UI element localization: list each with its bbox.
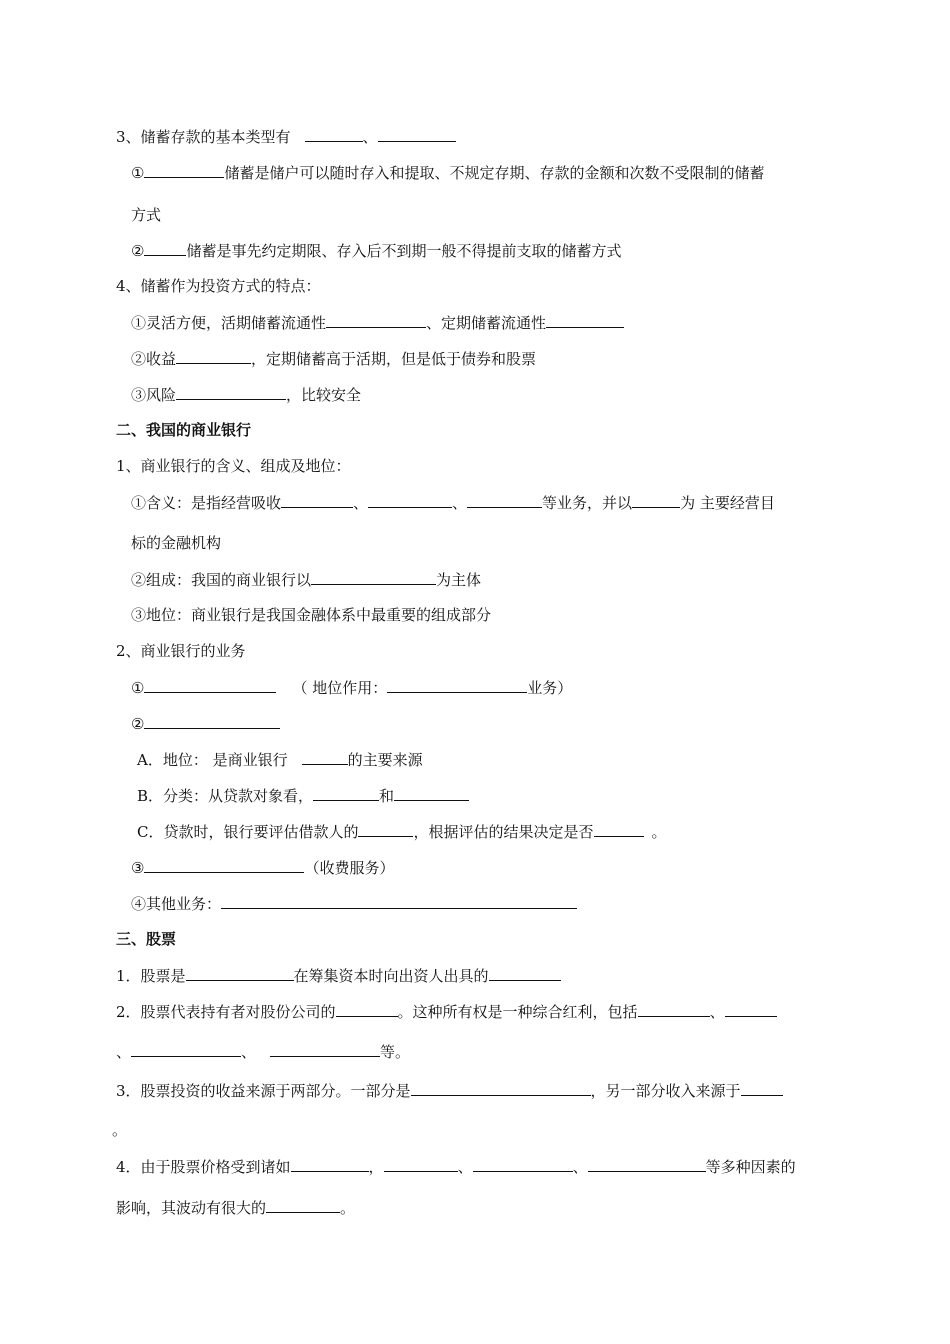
blank-input[interactable] [638, 1001, 710, 1017]
sep: 、 [709, 1003, 725, 1021]
blank-input[interactable] [311, 569, 436, 585]
s3-q4-cont-a: 影响，其波动有很大的 [116, 1199, 267, 1217]
s2-q2-C-c: 。 [651, 823, 667, 841]
s2-q2-1-a: （ 地位作用： [292, 679, 388, 697]
blank-input[interactable] [725, 1001, 777, 1017]
blank-input[interactable] [546, 312, 624, 328]
blank-input[interactable] [741, 1080, 783, 1096]
blank-input[interactable] [378, 126, 456, 142]
blank-input[interactable] [336, 1001, 398, 1017]
s2-q1-1-cont: 标的金融机构 [131, 534, 222, 552]
q4-line: 4、储蓄作为投资方式的特点： [116, 277, 321, 295]
blank-input[interactable] [368, 492, 452, 508]
s2-q2-3-marker: ③ [131, 859, 145, 877]
s2-q2-2-marker: ② [131, 715, 145, 733]
q4-2-line [131, 348, 536, 369]
blank-input[interactable] [144, 857, 304, 873]
s2-q1-1-b: 等业务，并以 [542, 494, 633, 512]
q3-2-text: 储蓄是事先约定期限、存入后不到期一般不得提前支取的储蓄方式 [186, 242, 622, 260]
blank-input[interactable] [270, 1041, 380, 1057]
blank-input[interactable] [291, 1156, 369, 1172]
q4-3-a: ③风险 [131, 386, 177, 404]
blank-input[interactable] [632, 492, 680, 508]
section-2-heading: 二、我国的商业银行 [116, 421, 252, 439]
s2-q1-1-line [131, 492, 775, 513]
s2-q2-B-a: B．分类：从贷款对象看， [137, 787, 314, 805]
blank-input[interactable] [326, 312, 426, 328]
blank-input[interactable] [266, 1197, 340, 1213]
s3-q4-b: ， [368, 1158, 384, 1176]
s3-q3-cont: 。 [112, 1121, 128, 1139]
section-3-heading: 三、股票 [116, 930, 177, 948]
blank-input[interactable] [281, 492, 353, 508]
blank-input[interactable] [489, 965, 561, 981]
s2-q2-A-line [137, 749, 423, 770]
q4-1-a: ①灵活方便，活期储蓄流通性 [131, 314, 327, 332]
s2-q1-2-line [131, 569, 481, 590]
q4-3-b: ，比较安全 [286, 386, 362, 404]
sep: 、 [572, 1158, 588, 1176]
q3-1-line [131, 162, 764, 183]
blank-input[interactable] [387, 677, 527, 693]
sep: 、 [452, 494, 468, 512]
s3-q2-cont [116, 1041, 410, 1062]
s3-q1-a: 1．股票是 [116, 967, 186, 985]
blank-input[interactable] [305, 126, 363, 142]
q3-sep: 、 [362, 128, 378, 146]
s2-q2-B-b: 和 [379, 787, 395, 805]
blank-input[interactable] [594, 821, 644, 837]
sep: 、 [353, 494, 369, 512]
blank-input[interactable] [186, 965, 294, 981]
s2-q2-1-marker: ① [131, 679, 145, 697]
s2-q1-2-a: ②组成：我国的商业银行以 [131, 571, 312, 589]
q4-2-a: ②收益 [131, 350, 177, 368]
blank-input[interactable] [313, 785, 379, 801]
s2-q2-2-line [131, 713, 280, 734]
blank-input[interactable] [473, 1156, 573, 1172]
blank-input[interactable] [144, 677, 276, 693]
s2-q1-3-line: ③地位：商业银行是我国金融体系中最重要的组成部分 [131, 606, 492, 624]
s2-q2-3-b: （收费服务） [304, 859, 395, 877]
q3-1-text: 储蓄是储户可以随时存入和提取、不规定存期、存款的金额和次数不受限制的储蓄 [224, 164, 765, 182]
s3-q4-cont-b: 。 [340, 1199, 356, 1217]
blank-input[interactable] [176, 384, 286, 400]
s3-q2-cont-c: 等。 [380, 1043, 411, 1061]
s3-q1-b: 在筹集资本时向出资人出具的 [293, 967, 489, 985]
s2-q2-line: 2、商业银行的业务 [116, 642, 246, 660]
blank-input[interactable] [131, 1041, 241, 1057]
q3-2-marker: ② [131, 242, 145, 260]
q4-3-line [131, 384, 361, 405]
blank-input[interactable] [467, 492, 542, 508]
s3-q1-line [116, 965, 561, 986]
s3-q4-line [116, 1156, 796, 1177]
s3-q4-a: 4．由于股票价格受到诸如 [116, 1158, 291, 1176]
blank-input[interactable] [144, 162, 224, 178]
q4-2-b: ，定期储蓄高于活期，但是低于债券和股票 [251, 350, 537, 368]
s2-q2-4-line [131, 893, 577, 914]
s2-q1-2-b: 为主体 [436, 571, 482, 589]
blank-input[interactable] [411, 1080, 591, 1096]
s3-q2-cont-a: 、 [116, 1043, 132, 1061]
q3-label: 3、储蓄存款的基本类型有 [116, 128, 291, 146]
s3-q4-cont [116, 1197, 355, 1218]
s3-q3-a: 3．股票投资的收益来源于两部分。一部分是 [116, 1082, 411, 1100]
s3-q3-b: ，另一部分收入来源于 [590, 1082, 741, 1100]
blank-input[interactable] [384, 1156, 458, 1172]
s2-q2-C-b: ，根据评估的结果决定是否 [413, 823, 594, 841]
s2-q1-1-c: 为 主要经营目 [680, 494, 775, 512]
blank-input[interactable] [221, 893, 577, 909]
s2-q1-1-a: ①含义：是指经营吸收 [131, 494, 282, 512]
s2-q2-C-line [137, 821, 667, 842]
blank-input[interactable] [144, 240, 186, 256]
blank-input[interactable] [394, 785, 469, 801]
sep: 、 [457, 1158, 473, 1176]
s3-q2-a: 2．股票代表持有者对股份公司的 [116, 1003, 336, 1021]
s3-q3-line [116, 1080, 783, 1101]
blank-input[interactable] [302, 749, 348, 765]
s3-q2-line [116, 1001, 777, 1022]
s2-q2-4-a: ④其他业务： [131, 895, 222, 913]
q4-1-b: 、定期储蓄流通性 [426, 314, 547, 332]
q3-2-line [131, 240, 621, 261]
q3-1-cont: 方式 [131, 206, 162, 224]
s2-q1-line: 1、商业银行的含义、组成及地位： [116, 457, 351, 475]
blank-input[interactable] [588, 1156, 706, 1172]
blank-input[interactable] [144, 713, 280, 729]
s2-q2-1-line [131, 677, 572, 698]
s2-q2-1-b: 业务） [527, 679, 573, 697]
s2-q2-A-a: A．地位： 是商业银行 [137, 751, 288, 769]
s3-q4-c: 等多种因素的 [705, 1158, 796, 1176]
blank-input[interactable] [176, 348, 251, 364]
s3-q2-cont-b: 、 [241, 1043, 257, 1061]
s2-q2-A-b: 的主要来源 [347, 751, 423, 769]
s3-q2-b: 。这种所有权是一种综合红利，包括 [397, 1003, 638, 1021]
s2-q2-B-line [137, 785, 469, 806]
s2-q2-C-a: C．贷款时，银行要评估借款人的 [137, 823, 359, 841]
q4-1-line [131, 312, 624, 333]
blank-input[interactable] [358, 821, 413, 837]
q3-line [116, 126, 456, 147]
s2-q2-3-line [131, 857, 394, 878]
q3-1-marker: ① [131, 164, 145, 182]
